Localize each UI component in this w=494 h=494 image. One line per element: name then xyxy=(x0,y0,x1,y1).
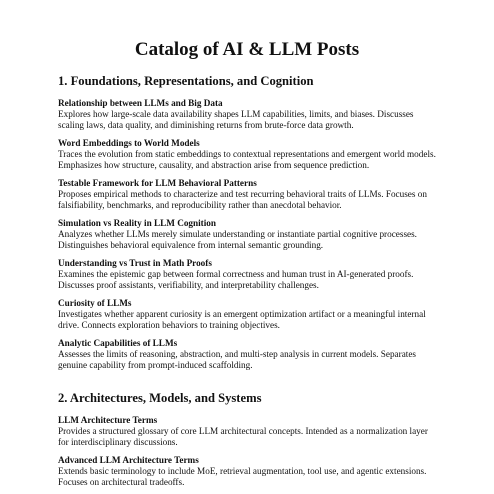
entry-title: Analytic Capabilities of LLMs xyxy=(58,338,178,348)
section-architectures xyxy=(58,390,436,488)
entry-description: Analyzes whether LLMs merely simulate understanding or instantiate partial cognitive processes. Distinguishes behavioral equivalence from internal semantic grounding. xyxy=(58,229,417,250)
entry-description: Extends basic terminology to include MoE, retrieval augmentation, tool use, and agentic extensions. Focuses on architectural tradeoffs. xyxy=(58,466,427,487)
list-item xyxy=(58,138,436,171)
entry-title: Word Embeddings to World Models xyxy=(58,138,200,148)
entry-description: Examines the epistemic gap between formal correctness and human trust in AI-generated proofs. Discusses proof assistants, verifiability, and interpretability challenges. xyxy=(58,269,414,290)
list-item xyxy=(58,178,436,211)
page-title: Catalog of AI & LLM Posts xyxy=(134,39,360,60)
section-foundations xyxy=(58,73,436,371)
entry-title: Relationship between LLMs and Big Data xyxy=(58,98,223,108)
section-heading: 1. Foundations, Representations, and Cognition xyxy=(58,74,314,88)
entry-title: LLM Architecture Terms xyxy=(58,415,158,425)
list-item xyxy=(58,218,436,251)
entry-title: Simulation vs Reality in LLM Cognition xyxy=(58,218,216,228)
entry-title: Testable Framework for LLM Behavioral Patterns xyxy=(58,178,257,188)
entry-title: Understanding vs Trust in Math Proofs xyxy=(58,258,212,268)
list-item xyxy=(58,415,436,448)
list-item xyxy=(58,298,436,331)
entry-list xyxy=(58,98,436,371)
entry-description: Proposes empirical methods to characterize and test recurring behavioral traits of LLMs. Focuses on falsifiability, benchmarks, and reproducibility rather than anecdotal behavior. xyxy=(58,189,427,210)
section-heading: 2. Architectures, Models, and Systems xyxy=(58,391,262,405)
list-item xyxy=(58,455,436,488)
entry-description: Explores how large-scale data availability shapes LLM capabilities, limits, and biases. Discusses scaling laws, data quality, and diminishing returns from brute-force data growth. xyxy=(58,109,414,130)
list-item xyxy=(58,338,436,371)
entry-title: Advanced LLM Architecture Terms xyxy=(58,455,199,465)
list-item xyxy=(58,258,436,291)
list-item xyxy=(58,98,436,131)
entry-list xyxy=(58,415,436,488)
entry-description: Investigates whether apparent curiosity is an emergent optimization artifact or a meaningful internal drive. Connects exploration behaviors to training objectives. xyxy=(58,309,426,330)
entry-description: Assesses the limits of reasoning, abstraction, and multi-step analysis in current models. Separates genuine capability from prompt-induced scaffolding. xyxy=(58,349,416,370)
entry-title: Curiosity of LLMs xyxy=(58,298,132,308)
entry-description: Provides a structured glossary of core LLM architectural concepts. Intended as a normalization layer for interdisciplinary discussions. xyxy=(58,426,428,447)
entry-description: Traces the evolution from static embeddings to contextual representations and emergent world models. Emphasizes how structure, causality, and abstraction arise from sequence prediction. xyxy=(58,149,436,170)
